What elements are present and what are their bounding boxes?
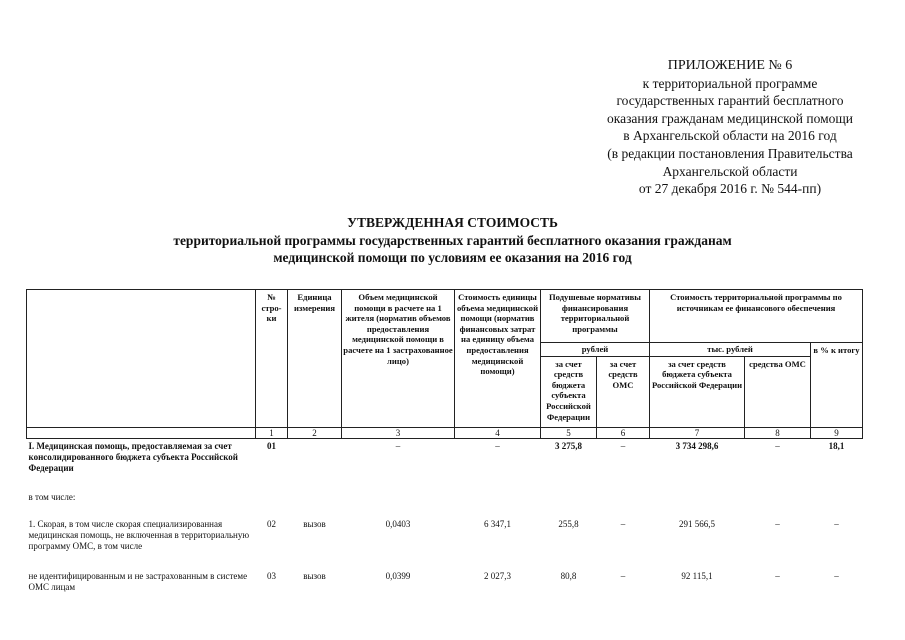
row-pct: – [834,570,839,581]
table-row [27,438,863,488]
column-number [27,427,256,438]
row-cost: 2 027,3 [484,570,511,581]
header-per-capita: Подушевые нормативы финансирования территориальной программы [541,290,650,343]
row-volume: 0,0399 [385,570,411,581]
row-budget-total: 291 566,5 [679,518,716,529]
header-total-cost: Стоимость территориальной программы по источникам ее финансового обеспечения [650,290,863,343]
row-cost: – [495,440,500,451]
row-budget: 80,8 [560,570,577,581]
appendix-line: Архангельской области [662,163,798,179]
header-rub: рублей [541,343,650,357]
table-row [27,488,863,516]
row-volume: – [395,440,401,451]
column-number: 3 [342,427,455,438]
appendix-line: оказания гражданам медицинской помощи [606,110,854,126]
row-oms-total: – [775,518,780,529]
row-budget: 255,8 [558,518,579,529]
appendix-line: к территориальной программе [642,75,818,91]
row-oms: – [620,570,626,581]
row-budget-total: 3 734 298,6 [675,440,719,451]
row-budget [541,488,597,516]
header-pct: в % к итогу [811,343,863,428]
row-oms: – [620,440,626,451]
row-pct: 18,1 [828,440,845,451]
header-thous-rub: тыс. рублей [650,343,811,357]
row-cost: 6 347,1 [484,518,511,529]
column-number: 9 [811,427,863,438]
row-oms: – [620,518,626,529]
header-row-no: № стро-ки [256,290,288,428]
header-label [27,290,256,428]
row-budget: 3 275,8 [555,440,582,451]
column-number: 6 [597,427,650,438]
header-oms: за счет средств ОМС [597,356,650,427]
appendix-line: в Архангельской области на 2016 год [623,128,837,144]
document-title [0,214,905,267]
row-no [256,488,288,516]
row-volume [342,488,455,516]
row-unit [288,438,342,488]
column-number: 7 [650,427,745,438]
cost-table [26,289,863,602]
header-oms-total: средства ОМС [745,356,811,427]
appendix-line: государственных гарантий бесплатного [616,93,844,109]
appendix-header [560,57,900,198]
row-unit [288,488,342,516]
header-budget-total: за счет средств бюджета субъекта Российской Федерации [650,356,745,427]
appendix-line: (в редакции постановления Правительства [607,145,853,161]
row-label: I. Медицинская помощь, предоставляемая за счет консолидированного бюджета субъекта Российской Федерации [28,440,238,473]
row-no: 03 [267,570,276,581]
header-cost: Стоимость единицы объема медицинской помощи (норматив финансовых затрат на единицу объема предоставления медицинской помощи) [455,290,541,428]
header-volume: Объем медицинской помощи в расчете на 1 жителя (норматив объемов предоставления медицинской помощи в расчете на 1 застрахованное лицо) [342,290,455,428]
row-budget-total [650,488,745,516]
row-volume: 0,0403 [385,518,411,529]
row-no: 01 [267,440,276,451]
row-oms-total: – [775,440,780,451]
row-unit: вызов [303,570,326,581]
row-oms-total [745,488,811,516]
column-number: 4 [455,427,541,438]
header-unit: Единица измерения [288,290,342,428]
header-budget: за счет средств бюджета субъекта Российской Федерации [541,356,597,427]
row-no: 02 [267,518,276,529]
row-budget-total: 92 115,1 [681,570,713,581]
row-unit: вызов [303,518,326,529]
table-row [27,568,863,602]
title-line-2: территориальной программы государственных гарантий бесплатного оказания гражданам [173,232,732,248]
row-label: 1. Скорая, в том числе скорая специализированная медицинская помощь, не включенная в территориальную программу ОМС, в том числе [28,518,250,551]
row-oms-total: – [775,570,780,581]
row-label: не идентифицированным и не застрахованным в системе ОМС лицам [28,570,248,592]
row-oms [597,488,650,516]
column-numbers-row [27,427,863,438]
row-label: в том числе: [28,491,76,502]
column-number: 2 [288,427,342,438]
column-number: 5 [541,427,597,438]
column-number: 8 [745,427,811,438]
title-line-3: медицинской помощи по условиям ее оказания на 2016 год [273,250,632,265]
appendix-title: ПРИЛОЖЕНИЕ № 6 [667,58,793,73]
title-line-1: УТВЕРЖДЕННАЯ СТОИМОСТЬ [347,215,558,230]
appendix-line: от 27 декабря 2016 г. № 544-пп) [638,181,822,197]
row-cost [455,488,541,516]
table-row [27,516,863,568]
row-pct: – [834,518,839,529]
column-number: 1 [256,427,288,438]
row-pct [811,488,863,516]
